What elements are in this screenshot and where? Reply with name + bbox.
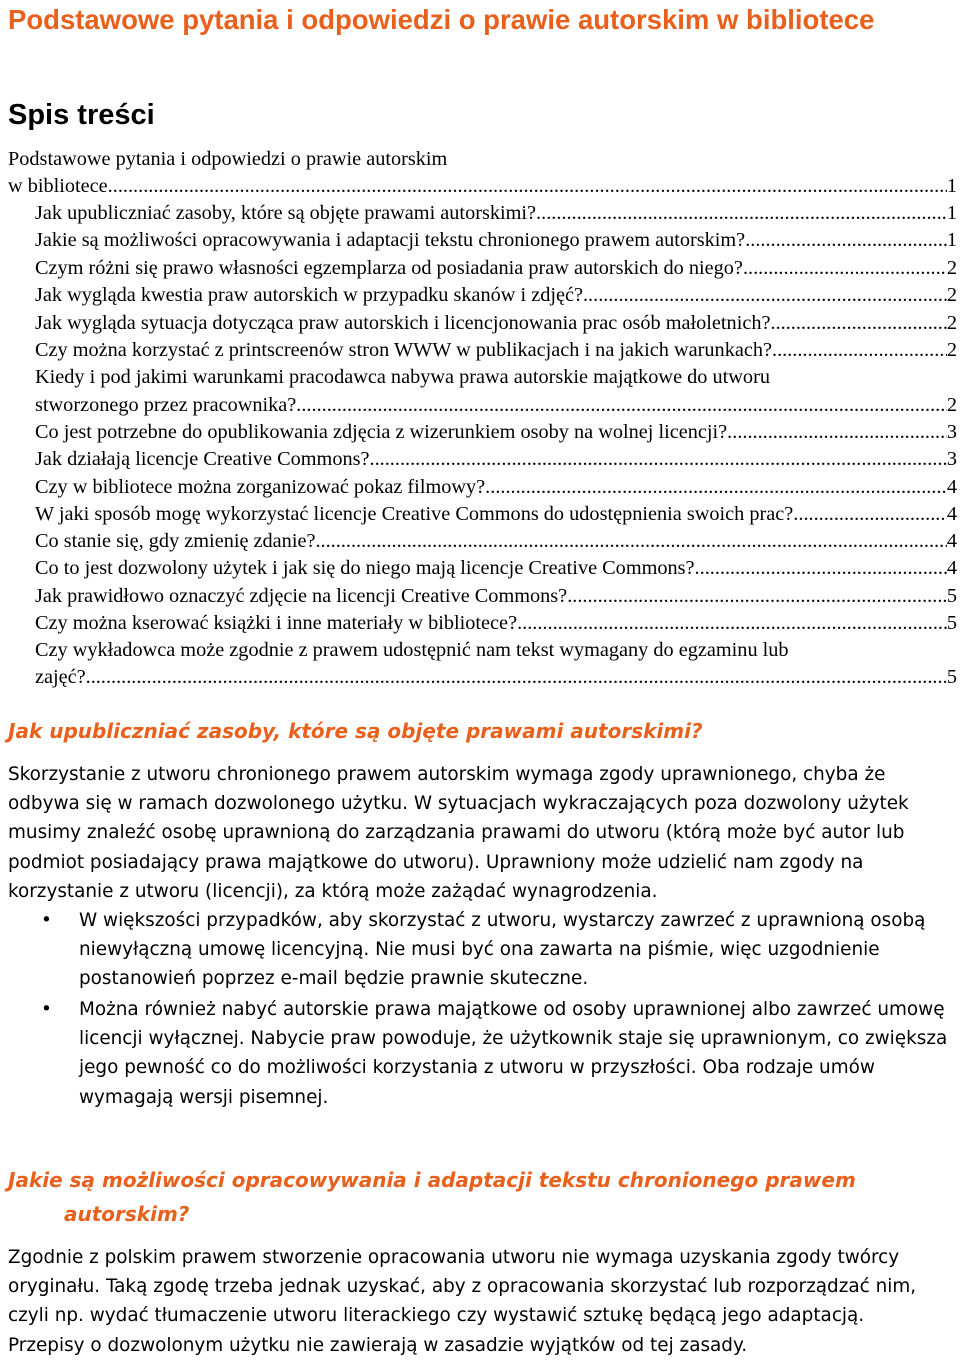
toc-leader — [113, 172, 947, 200]
toc-page-number: 1 — [946, 202, 957, 224]
toc-entry[interactable] — [35, 500, 957, 528]
toc-leader — [296, 391, 947, 419]
section-heading: Jak upubliczniać zasoby, które są objęte prawami autorskimi? — [8, 719, 703, 743]
toc-leader — [86, 663, 947, 691]
toc-entry-title: zajęć? — [35, 666, 86, 688]
toc-entry[interactable] — [35, 309, 957, 337]
toc-entry[interactable] — [8, 172, 957, 200]
toc-leader — [745, 226, 947, 254]
toc-entry-title: Czy w bibliotece można zorganizować pokaz filmowy? — [35, 476, 486, 498]
toc-leader — [695, 554, 947, 582]
toc-entry[interactable] — [35, 527, 957, 555]
toc-entry-title: w bibliotece. — [8, 175, 113, 197]
toc-entry[interactable] — [35, 391, 957, 419]
toc-entry-title: Co jest potrzebne do opublikowania zdjęcia z wizerunkiem osoby na wolnej licencji? — [35, 421, 728, 443]
toc-entry-title: Jak prawidłowo oznaczyć zdjęcie na licencji Creative Commons? — [35, 585, 568, 607]
toc-page-number: 2 — [946, 284, 957, 306]
toc-entry-line1[interactable]: Kiedy i pod jakimi warunkami pracodawca nabywa prawa autorskie majątkowe do utworu — [35, 366, 770, 388]
toc-leader — [770, 309, 946, 337]
toc-entry-title: Co to jest dozwolony użytek i jak się do niego mają licencje Creative Commons? — [35, 557, 695, 579]
toc-entry[interactable] — [35, 418, 957, 446]
section-heading-line2: autorskim? — [64, 1202, 190, 1226]
toc-heading: Spis treści — [8, 99, 155, 131]
toc-page-number: 3 — [946, 448, 957, 470]
toc-leader — [743, 254, 947, 282]
toc-entry-title: Jak upubliczniać zasoby, które są objęte prawami autorskimi? — [35, 202, 537, 224]
toc-entry-title: stworzonego przez pracownika? — [35, 394, 297, 416]
toc-page-number: 4 — [946, 503, 957, 525]
section-paragraph: Skorzystanie z utworu chronionego prawem autorskim wymaga zgody uprawnionego, chyba że odbywa się w ramach dozwolonego użytku. W sytuacjach wykraczających poza dozwolony użytek musimy znaleźć osobę uprawnioną do zarządzania prawami do utworu (którą może być autor lub podmiot posiadający prawa majątkowe do utworu). Uprawniony może udzielić nam zgody na korzystanie z utworu (licencji), za którą może zażądać wynagrodzenia. — [8, 764, 909, 902]
list-item-text: Można również nabyć autorskie prawa majątkowe od osoby uprawnionej albo zawrzeć umowę licencji wyłącznej. Nabycie praw powoduje, że użytkownik staje się uprawnionym, co zwiększa jego pewność co do możliwości korzystania z utworu w przyszłości. Oba rodzaje umów wymagają wersji pisemnej. — [79, 999, 948, 1108]
toc-entry[interactable] — [35, 554, 957, 582]
toc-leader — [793, 500, 947, 528]
toc-entry-title: Jak wygląda kwestia praw autorskich w przypadku skanów i zdjęć? — [35, 284, 583, 306]
toc-entry[interactable] — [35, 473, 957, 501]
list-item-text: W większości przypadków, aby skorzystać z utworu, wystarczy zawrzeć z uprawnioną osobą niewyłączną umowę licencyjną. Nie musi być ona zawarta na piśmie, więc uzgodnienie postanowień poprzez e-mail będzie prawnie skuteczne. — [79, 910, 926, 990]
toc-leader — [485, 473, 947, 501]
toc-page-number: 4 — [946, 557, 957, 579]
toc-page-number: 4 — [946, 476, 957, 498]
toc-page-number: 5 — [946, 612, 957, 634]
toc-entry[interactable] — [35, 663, 957, 691]
list-item — [41, 906, 954, 994]
toc-entry[interactable] — [35, 445, 957, 473]
toc-entry-title: Czym różni się prawo własności egzemplarza od posiadania praw autorskich do niego? — [35, 257, 743, 279]
section-heading — [8, 1163, 938, 1231]
list-item — [41, 995, 954, 1112]
document-title: Podstawowe pytania i odpowiedzi o prawie autorskim w bibliotece — [8, 4, 875, 35]
toc-entry[interactable] — [35, 199, 957, 227]
toc-entry-title: Co stanie się, gdy zmienię zdanie? — [35, 530, 316, 552]
toc-page-number: 2 — [946, 339, 957, 361]
toc-entry[interactable] — [35, 582, 957, 610]
toc-entry-line1[interactable]: Czy wykładowca może zgodnie z prawem udostępnić nam tekst wymagany do egzaminu lub — [35, 639, 789, 661]
section-paragraph: Zgodnie z polskim prawem stworzenie opracowania utworu nie wymaga uzyskania zgody twórcy oryginału. Taką zgodę trzeba jednak uzyskać, aby z opracowania skorzystać lub rozporządzać nim, czyli np. wydać tłumaczenie utworu literackiego czy wystawić sztukę będącą jego adaptacją. Przepisy o dozwolonym użytku nie zawierają w zasadzie wyjątków od tej zasady. — [8, 1247, 917, 1356]
toc-entry-title: Czy można korzystać z printscreenów stron WWW w publikacjach i na jakich warunkach? — [35, 339, 772, 361]
toc-entry-title: Jak wygląda sytuacja dotycząca praw autorskich i licencjonowania prac osób małoletnich? — [35, 312, 771, 334]
toc-page-number: 4 — [946, 530, 957, 552]
toc-entry[interactable] — [35, 281, 957, 309]
toc-entry-line1[interactable]: Podstawowe pytania i odpowiedzi o prawie autorskim — [8, 148, 448, 170]
toc-page-number: 2 — [946, 394, 957, 416]
toc-entry-title: Jakie są możliwości opracowywania i adaptacji tekstu chronionego prawem autorskim? — [35, 229, 746, 251]
bullet-icon: • — [41, 910, 52, 931]
toc-leader — [517, 609, 947, 637]
toc-entry[interactable] — [35, 254, 957, 282]
toc-page-number: 5 — [946, 585, 957, 607]
toc-entry[interactable] — [35, 226, 957, 254]
toc-entry-title: Jak działają licencje Creative Commons? — [35, 448, 370, 470]
toc-entry-title: Czy można kserować książki i inne materiały w bibliotece? — [35, 612, 518, 634]
toc-entry[interactable] — [35, 336, 957, 364]
toc-leader — [370, 445, 947, 473]
toc-leader — [315, 527, 946, 555]
section-heading-line1: Jakie są możliwości opracowywania i adaptacji tekstu chronionego prawem — [8, 1168, 856, 1192]
toc-entry-title: W jaki sposób mogę wykorzystać licencje Creative Commons do udostępnienia swoich prac? — [35, 503, 794, 525]
toc-page-number: 1 — [946, 175, 957, 197]
toc-page-number: 2 — [946, 257, 957, 279]
toc-entry[interactable] — [35, 609, 957, 637]
bullet-icon: • — [41, 999, 52, 1020]
toc-page-number: 1 — [946, 229, 957, 251]
toc-leader — [567, 582, 947, 610]
toc-leader — [772, 336, 947, 364]
toc-leader — [583, 281, 947, 309]
toc-leader — [536, 199, 947, 227]
toc-page-number: 2 — [946, 312, 957, 334]
toc-page-number: 3 — [946, 421, 957, 443]
toc-page-number: 5 — [946, 666, 957, 688]
toc-leader — [727, 418, 947, 446]
